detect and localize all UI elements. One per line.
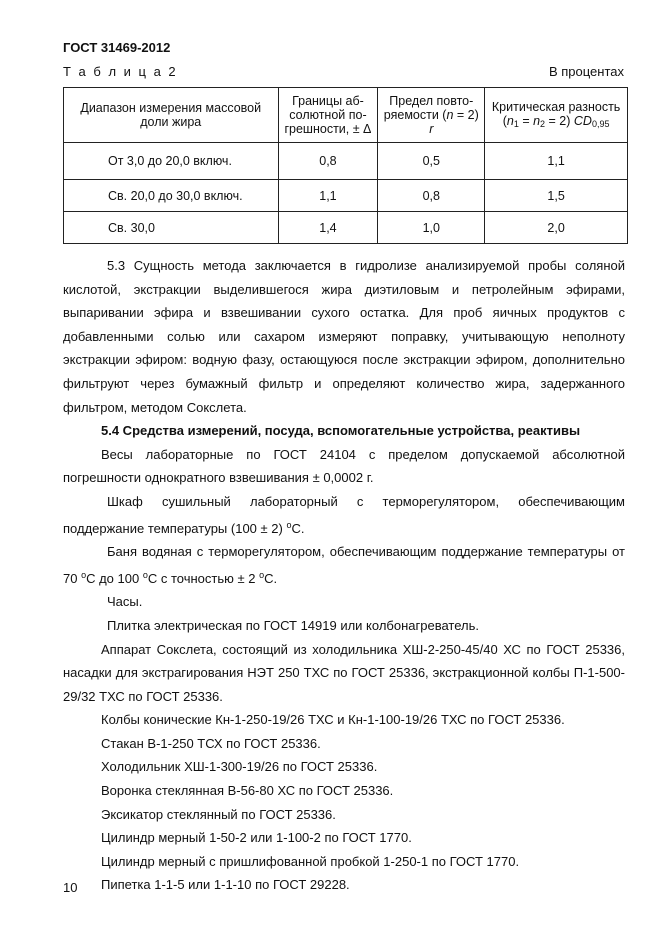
bath-text: Баня водяная с терморегулятором, обеспечивающим поддержание температуры от 70 (63, 544, 625, 586)
repeat-header-text: Предел повто-ряемости ( (383, 94, 474, 122)
paragraph-cylinder: Цилиндр мерный 1-50-2 или 1-100-2 по ГОСТ 1770. (101, 830, 412, 846)
paragraph-cooler: Холодильник ХШ-1-300-19/26 по ГОСТ 25336. (101, 759, 378, 775)
standard-header: ГОСТ 31469-2012 (63, 40, 171, 55)
paragraph-desiccator: Эксикатор стеклянный по ГОСТ 25336. (101, 806, 336, 822)
table-row (64, 180, 628, 212)
bath-degree-1: о (81, 569, 87, 580)
table-row (64, 143, 628, 180)
paragraph-cylinder-stopper: Цилиндр мерный с пришлифованной пробкой 1-250-1 по ГОСТ 1770. (101, 853, 520, 869)
crit-header-cd: CD (573, 113, 592, 128)
paragraph-5-3: 5.3 Сущность метода заключается в гидролизе анализируемой пробы соляной кислотой, экстракции выделившегося жира диэтиловым и петролейным эфирами, выпаривании эфира и взвешивании сухого остатка. Для проб яичных продуктов с добавленными солью или сахаром измеряют поправку, учитывающую неполноту экстракции эфиром: водную фазу, остающуюся после экстракции эфиром, дополнительно фильтруют через бумажный фильтр и определяют количество жира, задержанного фильтром, методом Сокслета. (63, 258, 625, 415)
crit-header-n2: n (533, 113, 541, 128)
cell-repeatability: 1,0 (378, 212, 485, 244)
bath-degree-2: о (142, 569, 148, 580)
cell-abs-error: 1,4 (278, 212, 378, 244)
bath-unit: С. (264, 570, 278, 586)
crit-header-sub095: 0,95 (591, 118, 610, 129)
paragraph-plate: Плитка электрическая по ГОСТ 14919 или колбонагреватель. (107, 617, 479, 633)
cell-range: Св. 30,0 (64, 212, 279, 244)
cell-range: Св. 20,0 до 30,0 включ. (64, 180, 279, 212)
paragraph-beaker: Стакан В-1-250 ТСХ по ГОСТ 25336. (101, 735, 321, 751)
cell-abs-error: 0,8 (278, 143, 378, 180)
table-units: В процентах (548, 64, 624, 79)
cell-critical: 2,0 (485, 212, 628, 244)
body-text (63, 254, 625, 897)
oven-text: Шкаф сушильный лабораторный с терморегулятором, обеспечивающим поддержание температуры (100 ± 2) (63, 493, 625, 536)
bath-text-3: С с точностью ± 2 (147, 570, 260, 586)
cell-range: От 3,0 до 20,0 включ. (64, 143, 279, 180)
crit-header-eq: = (518, 113, 534, 128)
section-heading-5-4: 5.4 Средства измерений, посуда, вспомогательные устройства, реактивы (101, 423, 581, 439)
bath-degree-3: о (259, 569, 265, 580)
table-row (64, 212, 628, 244)
table-caption: Т а б л и ц а 2 (63, 64, 178, 79)
paragraph-clock: Часы. (107, 594, 143, 610)
cell-critical: 1,1 (485, 143, 628, 180)
col-range-header: Диапазон измерения массовой доли жира (64, 88, 279, 143)
col-repeatability-header (378, 88, 485, 143)
repeat-header-n: n (446, 108, 454, 122)
paragraph-funnel: Воронка стеклянная В-56-80 ХС по ГОСТ 25336. (101, 783, 394, 799)
cell-abs-error: 1,1 (278, 180, 378, 212)
paragraph-pipette: Пипетка 1-1-5 или 1-1-10 по ГОСТ 29228. (101, 877, 350, 893)
cell-critical: 1,5 (485, 180, 628, 212)
table-header-row (64, 88, 628, 143)
crit-header-sub2: 2 (540, 118, 546, 129)
paragraph-bath (63, 540, 625, 590)
paragraph-oven (63, 490, 625, 540)
bath-text-2: С до 100 (86, 570, 143, 586)
page-number: 10 (63, 880, 78, 895)
repeat-header-eq: = 2) (453, 108, 479, 122)
cell-repeatability: 0,5 (378, 143, 485, 180)
col-critical-header (485, 88, 628, 143)
paragraph-scales: Весы лабораторные по ГОСТ 24104 с пределом допускаемой абсолютной погрешности однократного взвешивания ± 0,0002 г. (63, 446, 625, 486)
paragraph-flasks: Колбы конические Кн-1-250-19/26 ТХС и Кн-1-100-19/26 ТХС по ГОСТ 25336. (101, 712, 565, 728)
crit-header-sub1: 1 (513, 118, 519, 129)
crit-header-title: Критическая разность (491, 99, 621, 114)
oven-degree: о (286, 519, 292, 530)
crit-header-tail: = 2) (545, 113, 574, 128)
repeat-header-r: r (429, 122, 434, 136)
crit-header-n1: n (506, 113, 514, 128)
oven-unit: С. (291, 520, 305, 536)
col-abs-error-header: Границы аб-солютной по-грешности, ± Δ (278, 88, 378, 143)
precision-table (63, 87, 628, 244)
crit-header-open: ( (502, 113, 507, 128)
cell-repeatability: 0,8 (378, 180, 485, 212)
paragraph-soxhlet: Аппарат Сокслета, состоящий из холодильника ХШ-2-250-45/40 ХС по ГОСТ 25336, насадки для экстрагирования НЭТ 250 ТХС по ГОСТ 25336, экстракционной колбы П-1-500-29/32 ТХС по ГОСТ 25336. (63, 641, 625, 704)
